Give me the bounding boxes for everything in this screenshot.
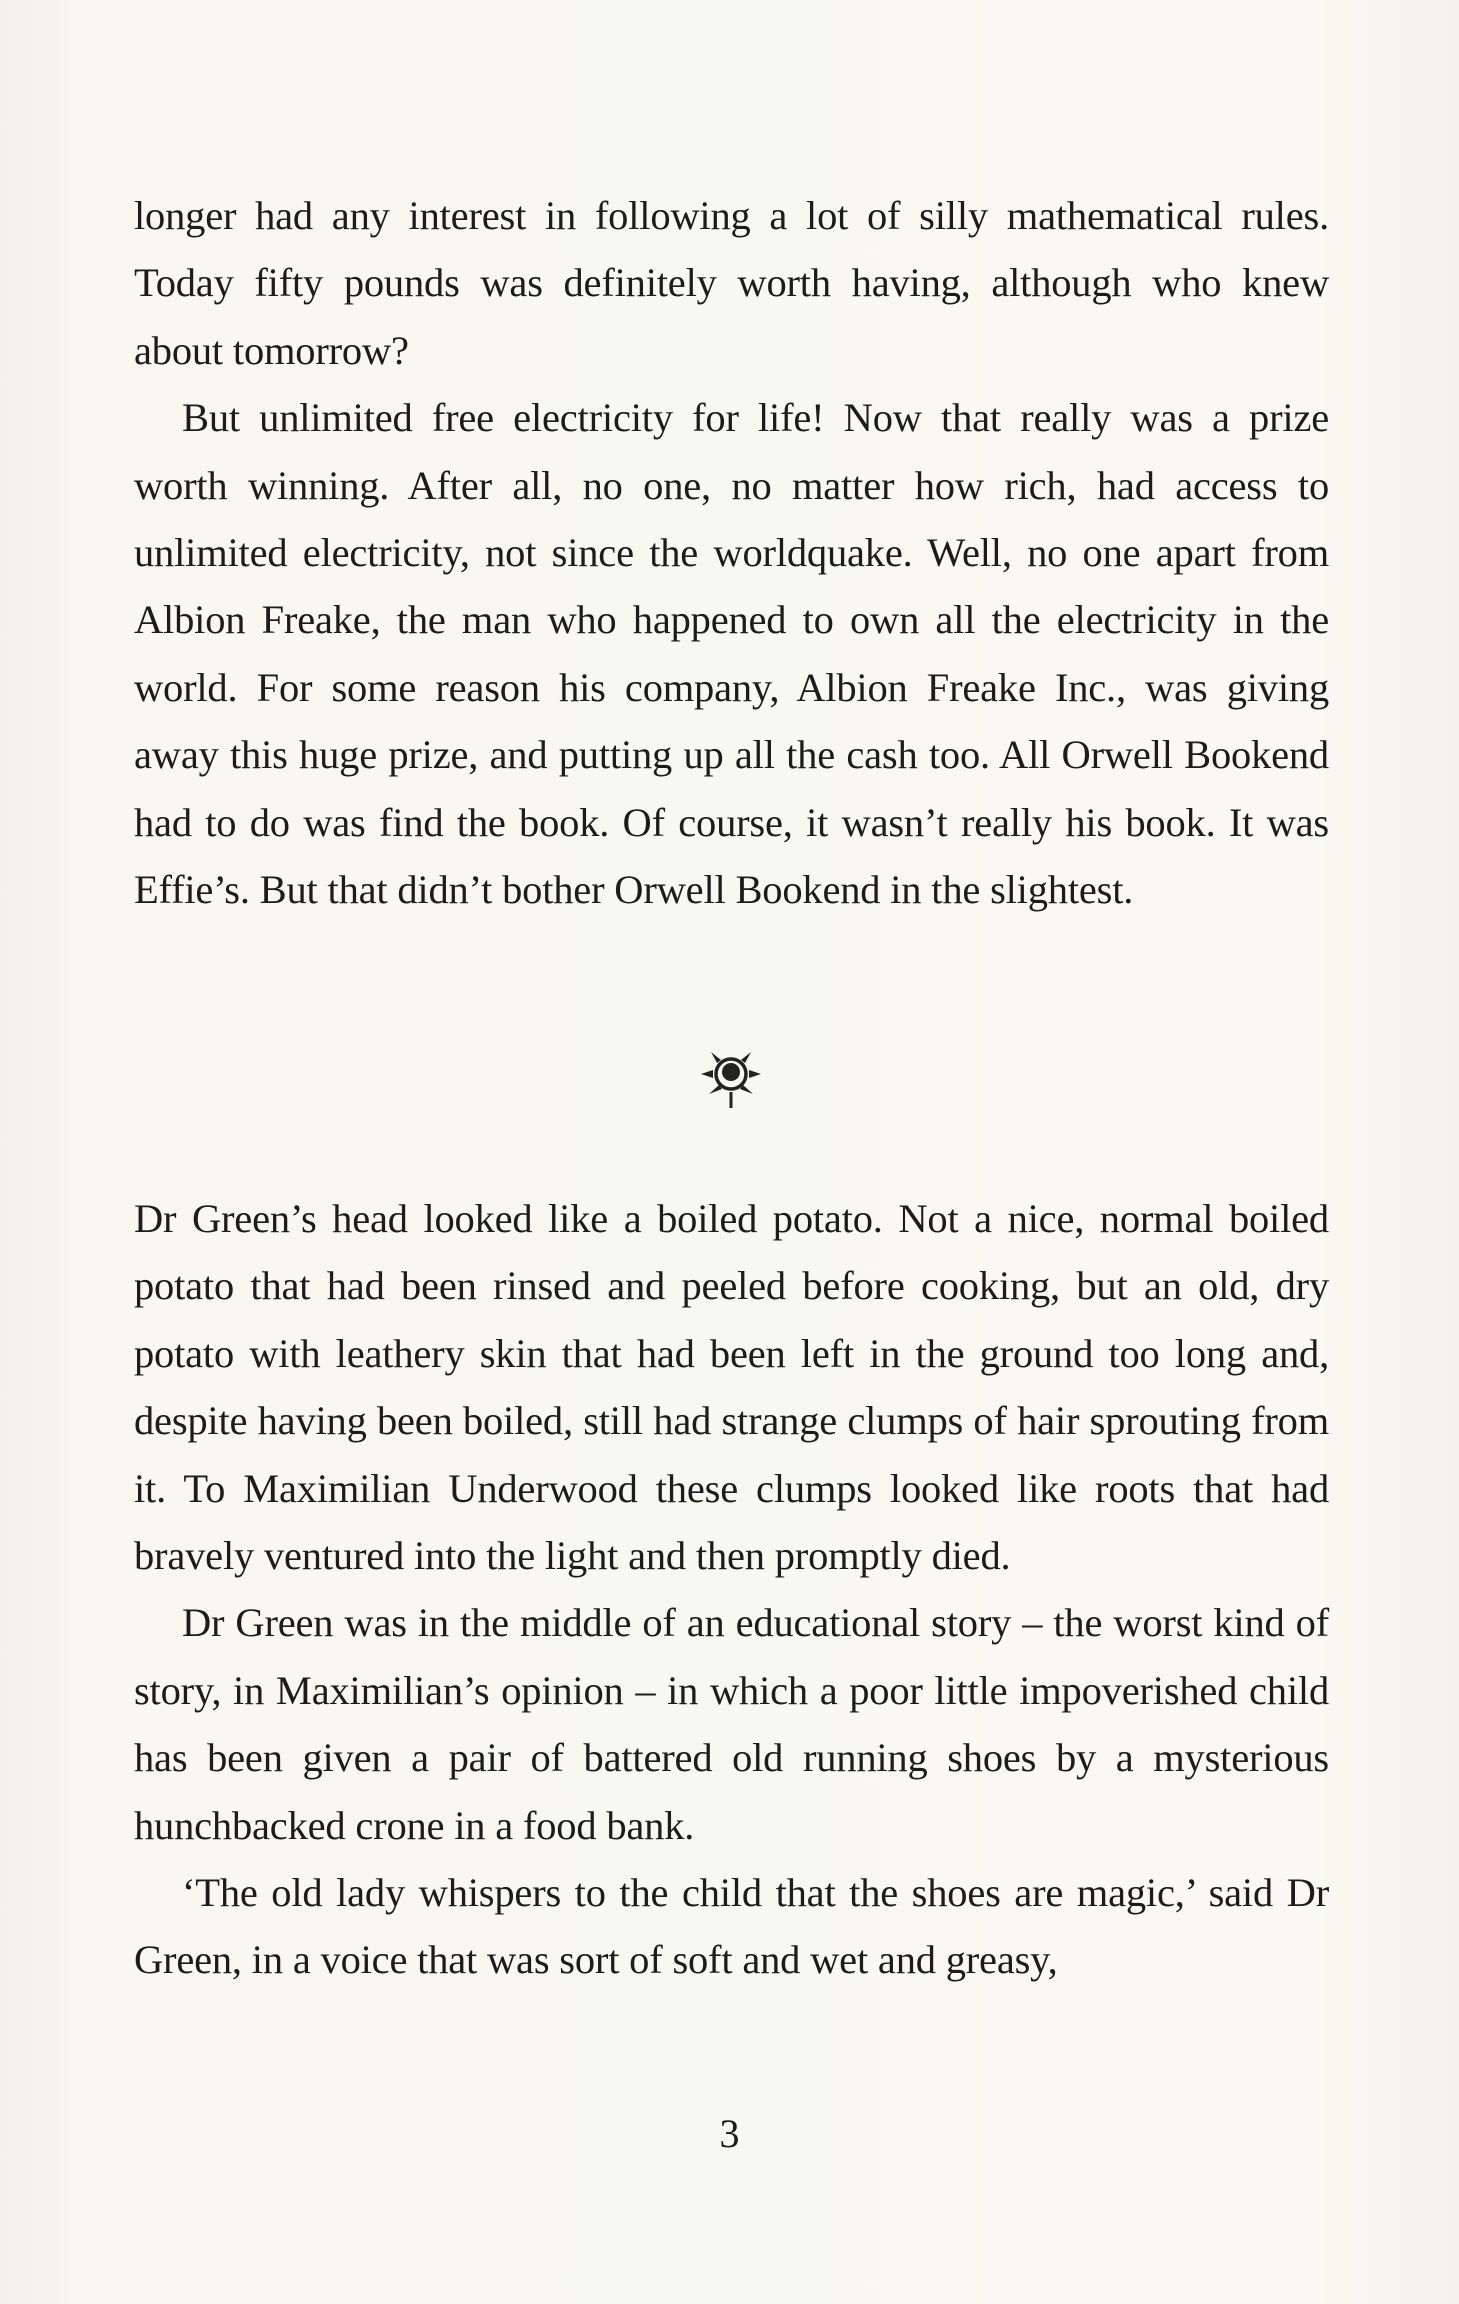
paragraph: But unlimited free electricity for life! Now that really was a prize worth winning. After all, no one, no matter how rich, had access to unlimited electricity, not since the worldquake. Well, no one apart from Albion Freake, the man who happened to own all the electricity in the world. For some reason his company, Albion Freake Inc., was giving away this huge prize, and putting up all the cash too. All Orwell Bookend had to do was find the book. Of course, it wasn’t really his book. It was Effie’s. But that didn’t bother Orwell Bookend in the slightest. [134, 395, 1329, 913]
paragraph: longer had any interest in following a lot of silly mathematical rules. Today fifty pounds was definitely worth having, although who knew about tomorrow? [134, 193, 1329, 373]
page-number: 3 [719, 2111, 740, 2156]
paragraph: Dr Green’s head looked like a boiled potato. Not a nice, normal boiled potato that had been rinsed and peeled before cooking, but an old, dry potato with leathery skin that had been left in the ground too long and, despite having been boiled, still had strange clumps of hair sprouting from it. To Maximilian Underwood these clumps looked like roots that had bravely ventured into the light and then promptly died. [134, 1196, 1329, 1579]
paragraph: ‘The old lady whispers to the child that the shoes are magic,’ said Dr Green, in a voice that was sort of soft and wet and greasy, [134, 1870, 1329, 1983]
text-block-top [134, 182, 1329, 923]
sun-eye-ornament-icon [699, 1040, 763, 1110]
paragraph: Dr Green was in the middle of an educational story – the worst kind of story, in Maximilian’s opinion – in which a poor little impoverished child has been given a pair of battered old running shoes by a mysterious hunchbacked crone in a food bank. [134, 1600, 1329, 1848]
text-block-bottom [134, 1185, 1329, 1994]
